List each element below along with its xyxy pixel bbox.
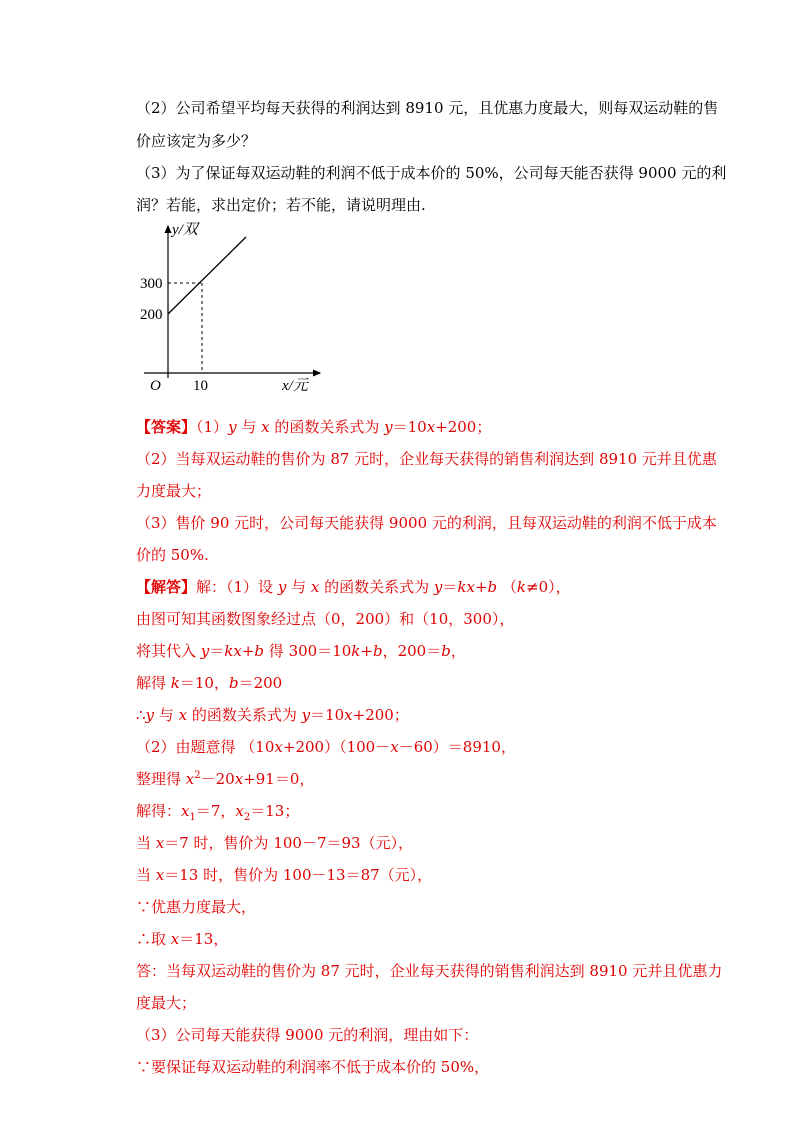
function-line <box>168 237 246 314</box>
x-axis-label: x/元 <box>282 378 308 394</box>
solution-line-9: 当 x＝7 时，售价为 100－7＝93（元）， <box>136 834 414 852</box>
solution-line-13: 答：当每双运动鞋的售价为 87 元时，企业每天获得的销售利润达到 8910 元并且优惠力 <box>136 962 723 980</box>
tick-label-10: 10 <box>193 378 208 394</box>
solution-line-5: ∴y 与 x 的函数关系式为 y＝10x+200； <box>136 706 409 724</box>
solution-line-4: 解得 k＝10，b＝200 <box>136 674 283 692</box>
origin-label: O <box>150 378 161 394</box>
solution-line-12: ∴取 x＝13， <box>136 930 229 948</box>
tick-label-300: 300 <box>140 276 163 292</box>
tick-label-200: 200 <box>140 307 163 323</box>
answer-line-4: （3）售价 90 元时，公司每天能获得 9000 元的利润，且每双运动鞋的利润不低于成本 <box>136 514 717 532</box>
answer-line-1: 【答案】（1）y 与 x 的函数关系式为 y＝10x+200； <box>136 418 492 436</box>
question-2-line-1: （2）公司希望平均每天获得的利润达到 8910 元，且优惠力度最大，则每双运动鞋的售 <box>136 99 719 117</box>
solution-line-3: 将其代入 y＝kx+b 得 300＝10k+b，200＝b， <box>136 642 466 660</box>
y-axis-label: y/双 <box>172 222 198 238</box>
solution-line-2: 由图可知其函数图象经过点（0，200）和（10，300）， <box>136 610 515 628</box>
answer-line-2: （2）当每双运动鞋的售价为 87 元时，企业每天获得的销售利润达到 8910 元并且优惠 <box>136 450 717 468</box>
function-graph <box>130 218 330 398</box>
solution-line-10: 当 x＝13 时，售价为 100－13＝87（元）， <box>136 866 433 884</box>
solution-line-16: ∵要保证每双运动鞋的利润率不低于成本价的 50%， <box>136 1058 490 1076</box>
solution-line-14: 度最大； <box>136 994 197 1012</box>
solution-line-7: 整理得 $x^2-20x+91=0$， <box>136 770 315 788</box>
solution-line-1: 【解答】解：（1）设 y 与 x 的函数关系式为 y＝kx+b （k≠0）， <box>136 578 571 596</box>
question-3-line-1: （3）为了保证每双运动鞋的利润不低于成本价的 50%，公司每天能否获得 9000 元的利 <box>136 164 727 182</box>
question-2-line-2: 价应该定为多少？ <box>136 132 257 150</box>
question-3-line-2: 润？若能，求出定价；若不能，请说明理由. <box>136 196 426 214</box>
solution-line-11: ∵优惠力度最大， <box>136 898 257 916</box>
solution-line-15: （3）公司每天能获得 9000 元的利润，理由如下： <box>136 1026 479 1044</box>
answer-line-5: 价的 50%. <box>136 546 209 564</box>
answer-line-3: 力度最大； <box>136 482 212 500</box>
solution-line-8: 解得：$x_1=7$，$x_2=13$； <box>136 802 300 823</box>
solution-line-6: （2）由题意得 （10x+200）（100－x－60）＝8910， <box>136 738 516 756</box>
